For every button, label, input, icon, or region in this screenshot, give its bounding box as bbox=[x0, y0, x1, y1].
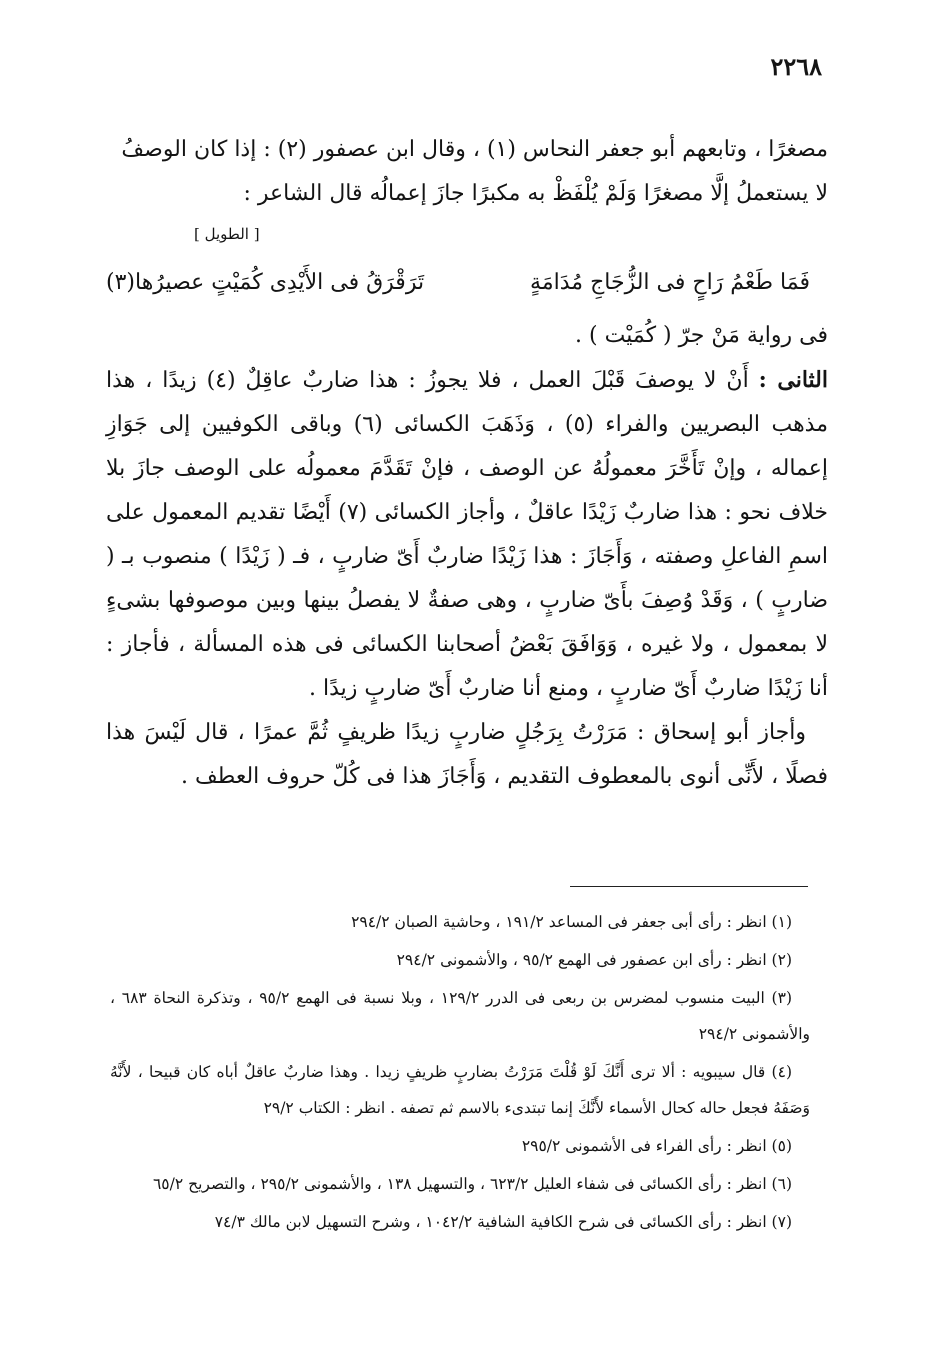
footnote-1: (١) انظر : رأى أبى جعفر فى المساعد ١٩١/٢ ، وحاشية الصبان ٢٩٤/٢ bbox=[351, 913, 792, 931]
paragraph-lead: الثانى : bbox=[758, 367, 828, 393]
paragraph-second bbox=[106, 358, 828, 711]
footnote-separator bbox=[570, 886, 808, 887]
verse-first-hemistich: فَمَا طَعْمُ رَاحٍ فى الزُّجَاجِ مُدَامَةٍ bbox=[530, 270, 810, 295]
poetry-verse bbox=[106, 252, 828, 314]
footnotes bbox=[110, 904, 810, 1242]
main-text bbox=[106, 128, 828, 799]
page-number: ٢٢٦٨ bbox=[770, 52, 822, 81]
paragraph-third: وأجاز أبو إسحاق : مَرَرْتُ بِرَجُلٍ ضاربٍ زيدًا ظريفٍ ثُمَّ عمرًا ، قال لَيْسَ هذا فصلًا ، لأَنِّى أنوى بالمعطوف التقديم ، وَأَجَازَ هذا فى كُلّ حروف العطف . bbox=[106, 720, 828, 789]
text-line: فى رواية مَنْ جرّ ( كُمَيْت ) . bbox=[575, 323, 828, 348]
footnote-3: (٣) البيت منسوب لمضرس بن ربعى فى الدرر ١٢٩/٢ ، وبلا نسبة فى الهمع ٩٥/٢ ، وتذكرة النحاة ٦٨٣ ، والأشمونى ٢٩٤/٢ bbox=[110, 989, 810, 1043]
poetic-meter-label: [ الطويل ] bbox=[194, 225, 260, 243]
text-line: لا يستعملُ إلَّا مصغرًا وَلَمْ يُلْفَظْ به مكبرًا جازَ إعمالُه قال الشاعر : bbox=[243, 181, 828, 206]
footnote-4: (٤) قال سيبويه : ألا ترى أَنَّكَ لَوْ قُلْتَ مَرَرْتُ بضاربٍ ظريفٍ زيدا . وهذا ضاربٌ عاقلٌ أباه كان قبيحا ، لأَنَّهُ وَصَفَهُ فجعل حاله كحال الأسماء لأَنَّكَ إنما تبتدىء بالاسم ثم تصفه . انظر : الكتاب ٢٩/٢ bbox=[110, 1063, 810, 1117]
footnote-2: (٢) انظر : رأى ابن عصفور فى الهمع ٩٥/٢ ، والأشمونى ٢٩٤/٢ bbox=[396, 951, 792, 969]
footnote-5: (٥) انظر : رأى الفراء فى الأشمونى ٢٩٥/٢ bbox=[521, 1137, 792, 1155]
text-line: مصغرًا ، وتابعهم أبو جعفر النحاس (١) ، وقال ابن عصفور (٢) : إذا كان الوصفُ bbox=[121, 137, 828, 162]
verse-second-hemistich: تَرَقْرَقُ فى الأَيْدِى كُمَيْتٍ عصيرُها(٣) bbox=[106, 270, 425, 295]
footnote-6: (٦) انظر : رأى الكسائى فى شفاء العليل ٦٢٣/٢ ، والتسهيل ١٣٨ ، والأشمونى ٢٩٥/٢ ، والتصريح ٦٥/٢ bbox=[152, 1175, 792, 1193]
paragraph-text: أَنْ لا يوصفَ قَبْلَ العمل ، فلا يجوزُ : هذا ضاربٌ عاقِلٌ (٤) زيدًا ، هذا مذهب البصريين والفراء (٥) ، وَذَهَبَ الكسائى (٦) وباقى الكوفيين إلى جَوَازِ إعماله ، وإنْ تَأَخَّرَ معمولُهُ عن الوصف ، فإنْ تَقَدَّمَ معمولُه على الوصف جازَ بلا خلاف نحو : هذا ضاربٌ زَيْدًا عاقلٌ ، وأجاز الكسائى (٧) أَيْضًا تقديم المعمول على اسمِ الفاعلِ وصفته ، وَأَجَازَ : هذا زَيْدًا ضاربٌ أَىّ ضاربٍ ، فـ ( زَيْدًا ) منصوب بـ ( ضاربٍ ) ، وَقَدْ وُصِفَ بأَىّ ضاربٍ ، وهى صفةٌ لا يفصلُ بينها وبين موصوفها بشىءٍ لا بمعمول ، ولا غيره ، وَوَافَقَ بَعْضُ أصحابنا الكسائى فى هذه المسألة ، فأجاز : أنا زَيْدًا ضاربٌ أَىّ ضاربٍ ، ومنع أنا ضاربٌ أَىّ ضاربٍ زيدًا . bbox=[106, 368, 829, 701]
footnote-7: (٧) انظر : رأى الكسائى فى شرح الكافية الشافية ١٠٤٢/٢ ، وشرح التسهيل لابن مالك ٧٤/٣ bbox=[214, 1213, 792, 1231]
